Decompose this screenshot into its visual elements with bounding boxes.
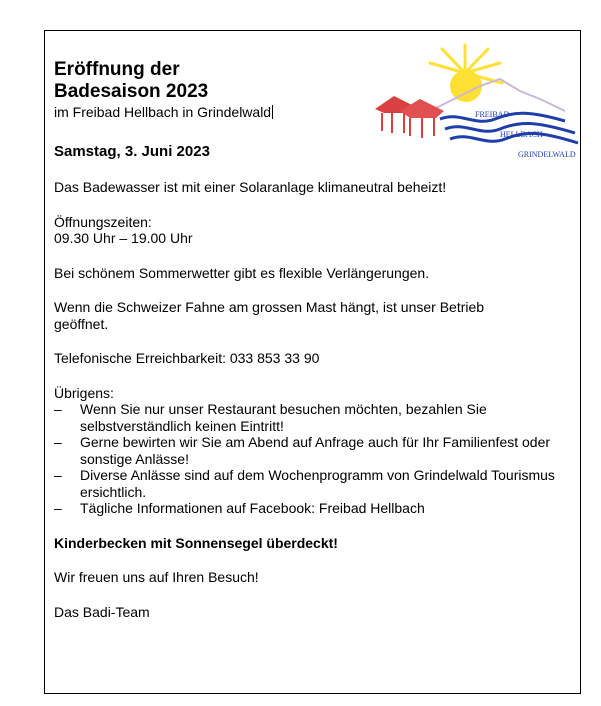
hours-label: Öffnungszeiten:	[54, 213, 152, 230]
notice-frame	[44, 30, 581, 694]
signature: Das Badi-Team	[54, 603, 150, 620]
title-line-2: Badesaison 2023	[54, 81, 209, 102]
title	[54, 59, 574, 103]
list-item: – Diverse Anlässe sind auf dem Wochenprogramm von Grindelwald Tourismus ersichtlich.	[54, 467, 555, 500]
info-list	[54, 401, 574, 517]
flag-paragraph: Wenn die Schweizer Fahne am grossen Mast hängt, ist unser Betrieb geöffnet.	[54, 299, 485, 332]
weather-paragraph: Bei schönem Sommerwetter gibt es flexible Verlängerungen.	[54, 264, 430, 281]
solar-paragraph: Das Badewasser ist mit einer Solaranlage klimaneutral beheizt!	[54, 179, 447, 195]
hours-value: 09.30 Uhr – 19.00 Uhr	[54, 230, 193, 246]
list-item: – Gerne bewirten wir Sie am Abend auf Anfrage auch für Ihr Familienfest oder sonstige Anlässe!	[54, 434, 551, 467]
text-cursor	[272, 105, 273, 119]
notice-content	[54, 59, 574, 620]
subtitle: im Freibad Hellbach in Grindelwald	[54, 104, 272, 120]
phone-paragraph: Telefonische Erreichbarkeit: 033 853 33 90	[54, 350, 320, 366]
logo-text-freibad: FREIBAD	[475, 110, 510, 119]
event-date: Samstag, 3. Juni 2023	[54, 143, 210, 160]
misc-label: Übrigens:	[54, 384, 114, 401]
logo-text-hellbach: HELLBACH	[500, 130, 543, 139]
logo-text-grindelwald: GRINDELWALD	[518, 150, 576, 159]
title-line-1: Eröffnung der	[54, 59, 180, 80]
list-item: – Tägliche Informationen auf Facebook: Freibad Hellbach	[54, 500, 425, 516]
closing-text: Wir freuen uns auf Ihren Besuch!	[54, 569, 259, 585]
list-item: – Wenn Sie nur unser Restaurant besuchen möchten, bezahlen Sie selbstverständlich keinen Eintritt!	[54, 401, 487, 434]
highlight-text: Kinderbecken mit Sonnensegel überdeckt!	[54, 534, 338, 551]
